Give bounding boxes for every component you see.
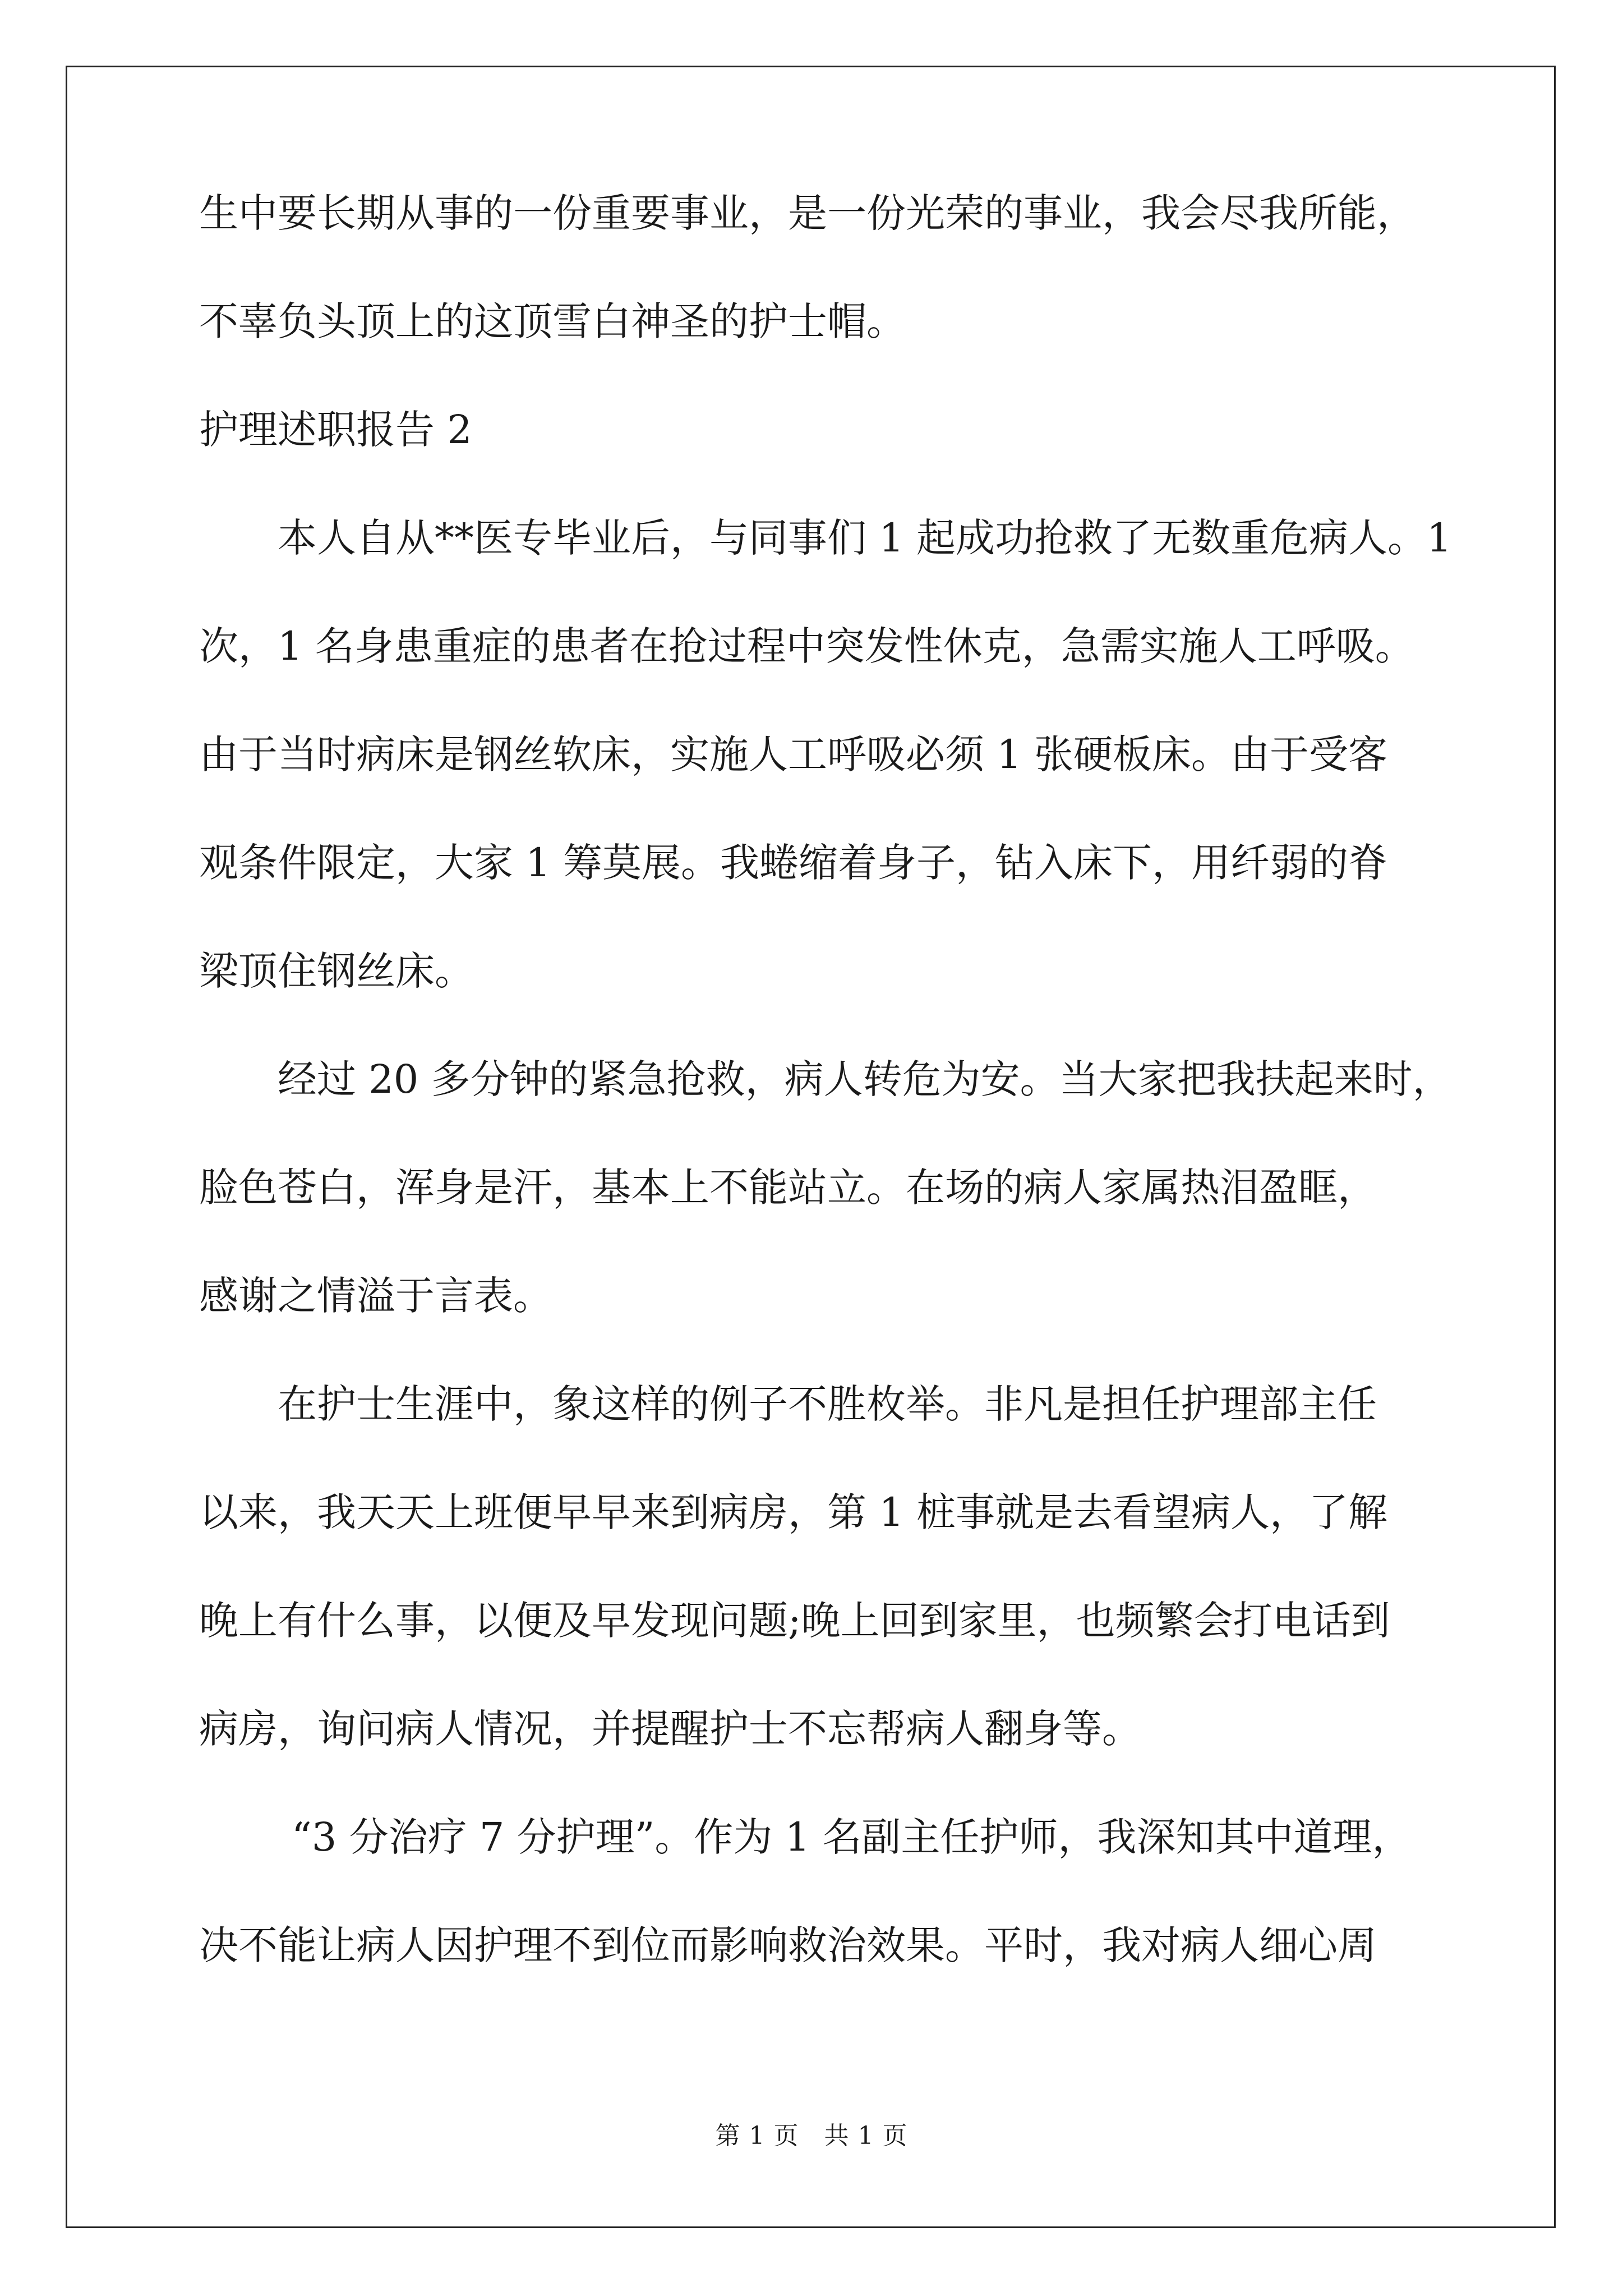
paragraph-line: 以来，我天天上班便早早来到病房，第 1 桩事就是去看望病人，了解 — [199, 1489, 1388, 1535]
paragraph-line: 感谢之情溢于言表。 — [199, 1273, 552, 1319]
page-footer — [0, 2119, 1623, 2153]
section-heading: 护理述职报告 2 — [199, 407, 472, 453]
paragraph-line: 次，1 名身患重症的患者在抢过程中突发性休克，急需实施人工呼吸。 — [199, 623, 1414, 669]
paragraph-line: 本人自从**医专毕业后，与同事们 1 起成功抢救了无数重危病人。1 — [278, 515, 1452, 561]
paragraph-line: 脸色苍白，浑身是汗，基本上不能站立。在场的病人家属热泪盈眶， — [199, 1165, 1377, 1211]
paragraph-line: 观条件限定，大家 1 筹莫展。我蜷缩着身子，钻入床下，用纤弱的脊 — [199, 840, 1388, 886]
paragraph-line: 病房，询问病人情况，并提醒护士不忘帮病人翻身等。 — [199, 1706, 1141, 1752]
page-number: 第 1 页 共 1 页 — [715, 2122, 908, 2150]
paragraph-line: 决不能让病人因护理不到位而影响救治效果。平时，我对病人细心周 — [199, 1922, 1377, 1968]
paragraph-line: 晚上有什么事，以便及早发现问题;晚上回到家里，也频繁会打电话到 — [199, 1598, 1390, 1644]
paragraph-line: 经过 20 多分钟的紧急抢救，病人转危为安。当大家把我扶起来时， — [278, 1056, 1452, 1102]
paragraph-line: 生中要长期从事的一份重要事业，是一份光荣的事业，我会尽我所能， — [199, 190, 1416, 236]
paragraph-line: 梁顶住钢丝床。 — [199, 948, 474, 994]
paragraph-line: 不辜负头顶上的这顶雪白神圣的护士帽。 — [199, 298, 906, 344]
paragraph-line: 在护士生涯中，象这样的例子不胜枚举。非凡是担任护理部主任 — [278, 1381, 1377, 1427]
paragraph-line: 由于当时病床是钢丝软床，实施人工呼吸必须 1 张硬板床。由于受客 — [199, 731, 1388, 777]
document-body — [199, 185, 1511, 2026]
paragraph-line: “3 分治疗 7 分护理”。作为 1 名副主任护师，我深知其中道理， — [292, 1814, 1412, 1860]
